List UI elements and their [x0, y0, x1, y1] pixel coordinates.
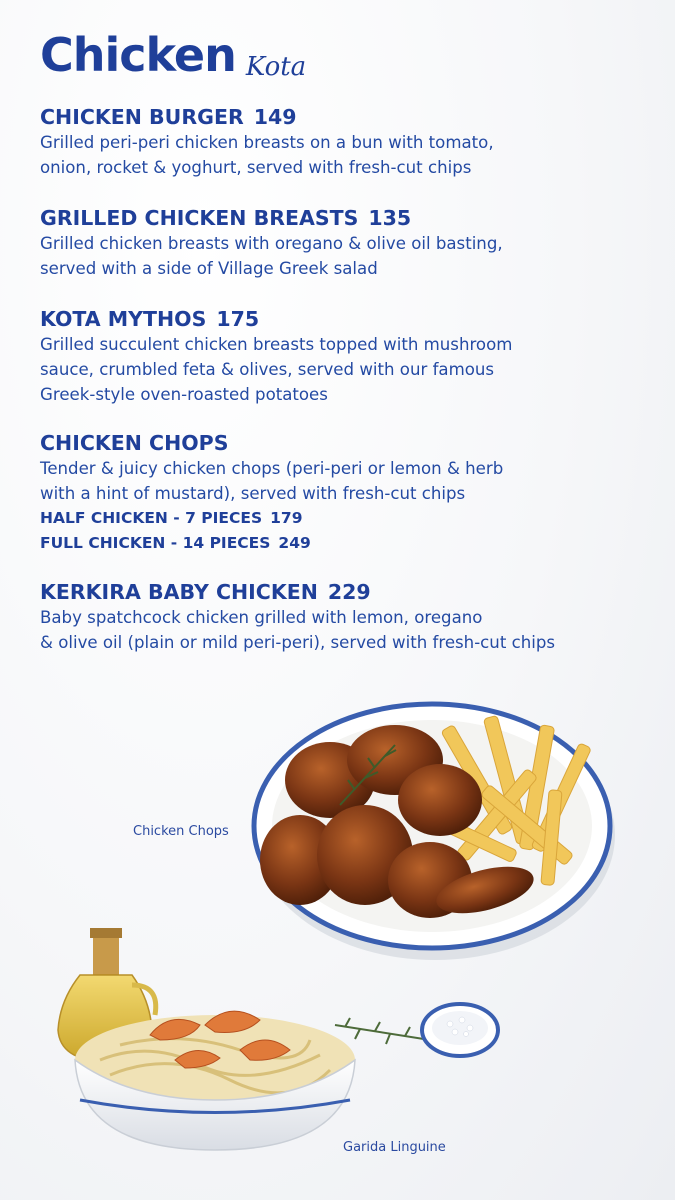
- item-name: GRILLED CHICKEN BREASTS: [40, 206, 359, 230]
- item-description-line: Greek-style oven-roasted potatoes: [40, 385, 328, 404]
- item-description-line: Tender & juicy chicken chops (peri-peri or lemon & herb: [40, 459, 504, 478]
- item-description-line: Baby spatchcock chicken grilled with lemon, oregano: [40, 608, 483, 627]
- item-description-line: onion, rocket & yoghurt, served with fresh-cut chips: [40, 158, 472, 177]
- item-description-line: Grilled chicken breasts with oregano & olive oil basting,: [40, 234, 503, 253]
- item-description-line: with a hint of mustard), served with fresh-cut chips: [40, 484, 466, 503]
- salt-bowl-image: [422, 1004, 498, 1056]
- garida-linguine-bowl-image: [75, 1011, 355, 1150]
- variant-price: 179: [270, 509, 303, 527]
- variant-label: HALF CHICKEN - 7 PIECES: [40, 509, 263, 527]
- item-description-line: Grilled peri-peri chicken breasts on a bun with tomato,: [40, 133, 494, 152]
- item-name: CHICKEN BURGER: [40, 105, 244, 129]
- item-price: 175: [216, 307, 260, 331]
- item-price: 229: [327, 580, 371, 604]
- rosemary-sprig-image: [335, 1018, 430, 1044]
- item-name: CHICKEN CHOPS: [40, 431, 229, 455]
- section-title: Chicken: [40, 28, 236, 82]
- item-description-line: served with a side of Village Greek salad: [40, 259, 378, 278]
- item-description-line: Grilled succulent chicken breasts topped with mushroom: [40, 335, 513, 354]
- item-price: 149: [253, 105, 297, 129]
- item-price: 135: [368, 206, 412, 230]
- section-subtitle: Kota: [245, 52, 307, 82]
- chicken-chops-plate-image: [254, 704, 615, 960]
- caption-garida-linguine: Garida Linguine: [343, 1140, 446, 1155]
- item-name: KERKIRA BABY CHICKEN: [40, 580, 318, 604]
- item-description-line: sauce, crumbled feta & olives, served with our famous: [40, 360, 495, 379]
- variant-price: 249: [278, 534, 311, 552]
- item-name: KOTA MYTHOS: [40, 307, 207, 331]
- caption-chicken-chops: Chicken Chops: [133, 824, 229, 839]
- item-description-line: & olive oil (plain or mild peri-peri), served with fresh-cut chips: [40, 633, 556, 652]
- variant-label: FULL CHICKEN - 14 PIECES: [40, 534, 271, 552]
